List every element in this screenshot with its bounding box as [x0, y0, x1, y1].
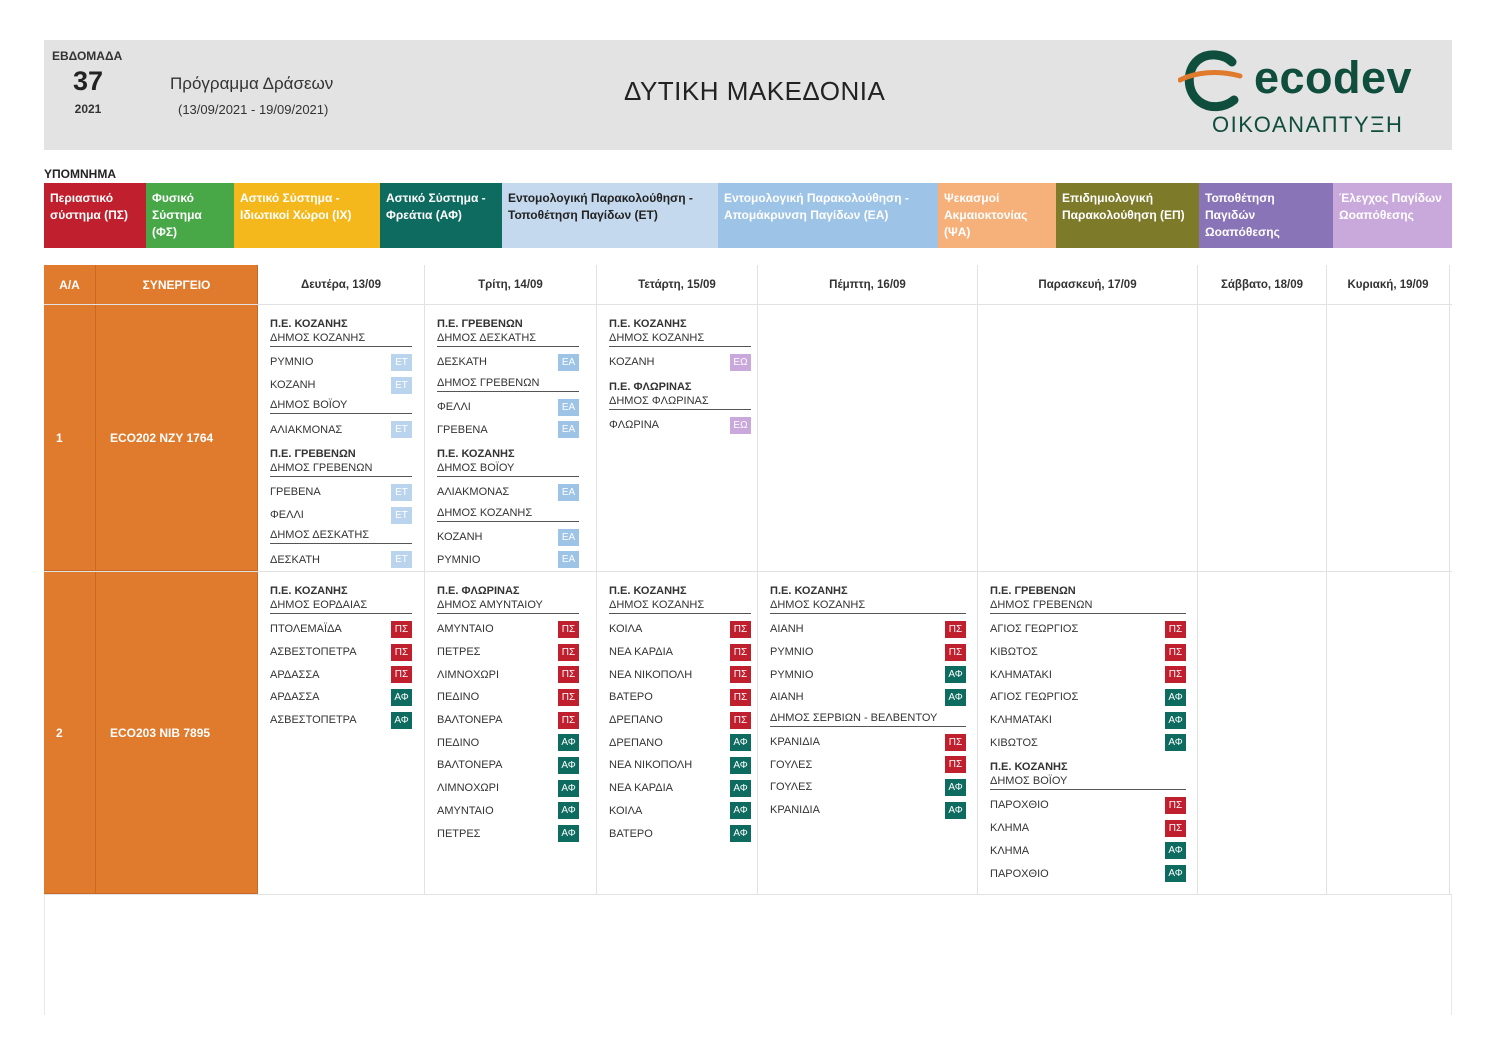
day-cell [758, 305, 978, 571]
activity-code-badge: ΑΦ [945, 666, 966, 683]
location-name: ΝΕΑ ΝΙΚΟΠΟΛΗ [609, 668, 693, 681]
location-name: ΠΕΔΙΝΟ [437, 736, 480, 749]
legend-item: Αστικό Σύστημα - Φρεάτια (ΑΦ) [380, 183, 502, 248]
location-name: ΒΑΤΕΡΟ [609, 827, 653, 840]
region-title: ΔΥΤΙΚΗ ΜΑΚΕΔΟΝΙΑ [624, 76, 886, 106]
activity-code-badge: ΠΣ [1165, 797, 1186, 814]
task-item [437, 351, 579, 374]
column-header-crew: ΣΥΝΕΡΓΕΙΟ [96, 265, 258, 304]
activity-code-badge: ΕΩ [730, 354, 751, 371]
region-group [609, 584, 751, 845]
regional-unit-label: Π.Ε. ΚΟΖΑΝΗΣ [437, 448, 515, 461]
program-title: Πρόγραμμα Δράσεων [170, 74, 334, 93]
activity-code-badge: ET [391, 377, 412, 394]
legend-item: Εντομολογική Παρακολούθηση - Τοποθέτηση Παγίδων (ΕΤ) [502, 183, 718, 248]
task-item [437, 481, 579, 504]
row-number: 1 [44, 305, 96, 571]
location-name: ΑΣΒΕΣΤΟΠΕΤΡΑ [270, 646, 357, 659]
activity-code-badge: ΑΦ [1165, 734, 1186, 751]
location-name: ΑΓΙΟΣ ΓΕΩΡΓΙΟΣ [990, 691, 1079, 704]
activity-code-badge: ΑΦ [945, 779, 966, 796]
activity-code-badge: ΑΦ [391, 712, 412, 729]
task-item [990, 686, 1186, 709]
activity-code-badge: ΑΦ [730, 780, 751, 797]
task-item [990, 817, 1186, 840]
municipality-label: ΔΗΜΟΣ ΓΡΕΒΕΝΩΝ [990, 598, 1186, 614]
municipality-label: ΔΗΜΟΣ ΒΟΪΟΥ [990, 774, 1186, 790]
activity-code-badge: ET [391, 484, 412, 501]
activity-code-badge: ΕΑ [558, 484, 579, 501]
location-name: ΠΕΤΡΕΣ [437, 646, 481, 659]
activity-code-badge: ΠΣ [945, 621, 966, 638]
task-item [609, 414, 751, 437]
column-header-aa: Α/Α [44, 265, 96, 304]
task-item [990, 862, 1186, 885]
location-name: ΚΟΖΑΝΗ [437, 531, 483, 544]
location-name: ΓΡΕΒΕΝΑ [270, 486, 321, 499]
task-item [437, 396, 579, 419]
location-name: ΡΥΜΝΙΟ [437, 553, 481, 566]
location-name: ΑΙΑΝΗ [770, 623, 804, 636]
location-name: ΑΛΙΑΚΜΟΝΑΣ [270, 423, 343, 436]
task-item [609, 754, 751, 777]
task-item [270, 663, 412, 686]
task-item [437, 663, 579, 686]
schedule-table [44, 265, 1452, 895]
location-name: ΠΑΡΟΧΘΙΟ [990, 867, 1049, 880]
municipality-label: ΔΗΜΟΣ ΕΟΡΔΑΙΑΣ [270, 598, 412, 614]
task-item [437, 526, 579, 549]
regional-unit-label: Π.Ε. ΚΟΖΑΝΗΣ [609, 318, 687, 330]
municipality-label: ΔΗΜΟΣ ΑΜΥΝΤΑΙΟΥ [437, 598, 579, 614]
activity-code-badge: ΠΣ [1165, 644, 1186, 661]
activity-code-badge: ΠΣ [945, 756, 966, 773]
location-name: ΔΡΕΠΑΝΟ [609, 736, 663, 749]
activity-code-badge: ΠΣ [391, 621, 412, 638]
activity-code-badge: ΑΦ [730, 825, 751, 842]
region-group [270, 317, 412, 441]
location-name: ΡΥΜΝΙΟ [770, 668, 814, 681]
region-group [437, 317, 579, 441]
task-item [437, 686, 579, 709]
region-group [990, 584, 1186, 754]
week-label: ΕΒΔΟΜΑΔΑ [52, 49, 123, 63]
task-item [270, 351, 412, 374]
activity-code-badge: ΠΣ [558, 666, 579, 683]
task-item [609, 663, 751, 686]
regional-unit-label: Π.Ε. ΚΟΖΑΝΗΣ [270, 585, 348, 597]
location-name: ΑΣΒΕΣΤΟΠΕΤΡΑ [270, 714, 357, 727]
activity-code-badge: ΠΣ [730, 712, 751, 729]
activity-code-badge: ΑΦ [945, 802, 966, 819]
location-name: ΚΟΙΛΑ [609, 804, 643, 817]
location-name: ΚΛΗΜΑ [990, 822, 1030, 835]
task-item [990, 641, 1186, 664]
column-header-day: Κυριακή, 19/09 [1327, 265, 1450, 304]
activity-code-badge: ΑΦ [391, 689, 412, 706]
location-name: ΑΙΑΝΗ [770, 691, 804, 704]
region-group [270, 584, 412, 731]
legend-item: Εντομολογική Παρακολούθηση - Απομάκρυνση Παγίδων (ΕΑ) [718, 183, 938, 248]
activity-code-badge: ΠΣ [945, 644, 966, 661]
location-name: ΛΙΜΝΟΧΩΡΙ [437, 668, 500, 681]
location-name: ΚΙΒΩΤΟΣ [990, 736, 1038, 749]
legend-label: ΥΠΟΜΝΗΜΑ [44, 167, 116, 181]
task-item [437, 731, 579, 754]
task-item [609, 618, 751, 641]
task-item [437, 548, 579, 571]
location-name: ΑΜΥΝΤΑΙΟ [437, 804, 494, 817]
task-item [770, 799, 966, 822]
location-name: ΡΥΜΝΙΟ [770, 646, 814, 659]
column-header-day: Πέμπτη, 16/09 [758, 265, 978, 304]
logo-subtitle: ΟΙΚΟΑΝΑΠΤΥΞΗ [1212, 112, 1404, 137]
task-item [270, 374, 412, 397]
location-name: ΛΙΜΝΟΧΩΡΙ [437, 782, 500, 795]
region-group [990, 760, 1186, 885]
region-group [609, 380, 751, 437]
location-name: ΠΤΟΛΕΜΑΪΔΑ [270, 623, 342, 636]
task-item [770, 753, 966, 776]
task-item [437, 800, 579, 823]
day-cell [758, 572, 978, 894]
location-name: ΑΡΔΑΣΣΑ [270, 691, 320, 704]
activity-code-badge: ΑΦ [558, 734, 579, 751]
legend-item: Περιαστικό σύστημα (ΠΣ) [44, 183, 146, 248]
logo-word: ecodev [1254, 52, 1413, 103]
task-item [990, 794, 1186, 817]
location-name: ΝΕΑ ΝΙΚΟΠΟΛΗ [609, 759, 693, 772]
activity-code-badge: ΠΣ [730, 621, 751, 638]
municipality-label: ΔΗΜΟΣ ΚΟΖΑΝΗΣ [609, 598, 751, 614]
task-item [990, 618, 1186, 641]
task-item [770, 641, 966, 664]
page-header [44, 40, 1452, 150]
regional-unit-label: Π.Ε. ΓΡΕΒΕΝΩΝ [990, 585, 1076, 597]
task-item [437, 777, 579, 800]
activity-code-badge: ET [391, 507, 412, 524]
municipality-label: ΔΗΜΟΣ ΣΕΡΒΙΩΝ - ΒΕΛΒΕΝΤΟΥ [770, 711, 966, 727]
column-header-day: Δευτέρα, 13/09 [258, 265, 425, 304]
municipality-label: ΔΗΜΟΣ ΚΟΖΑΝΗΣ [270, 331, 412, 347]
municipality-label: ΔΗΜΟΣ ΔΕΣΚΑΤΗΣ [270, 528, 412, 544]
crew-name: ECO202 NZY 1764 [96, 305, 258, 571]
location-name: ΚΡΑΝΙΔΙΑ [770, 736, 820, 749]
activity-code-badge: ΑΦ [558, 802, 579, 819]
location-name: ΚΛΗΜΑΤΑΚΙ [990, 714, 1052, 727]
task-item [270, 548, 412, 571]
activity-code-badge: ΑΦ [558, 780, 579, 797]
task-item [437, 618, 579, 641]
legend-item: Έλεγχος Παγίδων Ωοαπόθεσης [1333, 183, 1452, 248]
activity-code-badge: ΕΑ [558, 551, 579, 568]
location-name: ΚΙΒΩΤΟΣ [990, 646, 1038, 659]
region-group [609, 317, 751, 374]
day-cell [597, 572, 758, 894]
week-year: 2021 [74, 102, 102, 116]
day-cell [1198, 572, 1327, 894]
task-item [270, 709, 412, 732]
activity-code-badge: ΕΑ [558, 529, 579, 546]
activity-code-badge: ΑΦ [1165, 712, 1186, 729]
location-name: ΦΛΩΡΙΝΑ [609, 419, 660, 432]
region-group [770, 584, 966, 822]
regional-unit-label: Π.Ε. ΓΡΕΒΕΝΩΝ [437, 318, 523, 330]
day-cell [978, 572, 1198, 894]
location-name: ΝΕΑ ΚΑΡΔΙΑ [609, 782, 674, 795]
legend [44, 183, 1452, 248]
task-item [270, 504, 412, 527]
task-item [770, 731, 966, 754]
task-item [437, 754, 579, 777]
task-item [990, 731, 1186, 754]
task-item [609, 709, 751, 732]
activity-code-badge: ΠΣ [558, 621, 579, 638]
activity-code-badge: ΑΦ [730, 802, 751, 819]
task-item [770, 776, 966, 799]
location-name: ΒΑΛΤΟΝΕΡΑ [437, 714, 503, 727]
location-name: ΓΡΕΒΕΝΑ [437, 423, 488, 436]
location-name: ΑΛΙΑΚΜΟΝΑΣ [437, 486, 510, 499]
day-cell [258, 572, 425, 894]
task-item [437, 822, 579, 845]
activity-code-badge: ΠΣ [558, 644, 579, 661]
municipality-label: ΔΗΜΟΣ ΒΟΪΟΥ [437, 461, 579, 477]
region-group [437, 584, 579, 845]
municipality-label: ΔΗΜΟΣ ΒΟΪΟΥ [270, 398, 412, 414]
task-item [609, 686, 751, 709]
column-header-day: Σάββατο, 18/09 [1198, 265, 1327, 304]
task-item [609, 777, 751, 800]
task-item [609, 641, 751, 664]
program-date-range: (13/09/2021 - 19/09/2021) [178, 102, 329, 117]
task-item [437, 709, 579, 732]
location-name: ΚΟΙΛΑ [609, 623, 643, 636]
activity-code-badge: ΕΩ [730, 417, 751, 434]
task-item [609, 351, 751, 374]
legend-item: Αστικό Σύστημα - Ιδιωτικοί Χώροι (ΙΧ) [234, 183, 380, 248]
activity-code-badge: ET [391, 354, 412, 371]
legend-item: Ψεκασμοί Ακμαιοκτονίας (ΨΑ) [938, 183, 1056, 248]
day-cell [258, 305, 425, 571]
location-name: ΝΕΑ ΚΑΡΔΙΑ [609, 646, 674, 659]
activity-code-badge: ΠΣ [730, 644, 751, 661]
task-item [270, 618, 412, 641]
location-name: ΠΕΔΙΝΟ [437, 691, 480, 704]
crew-name: ECO203 NIB 7895 [96, 572, 258, 894]
task-item [609, 800, 751, 823]
location-name: ΦΕΛΛΙ [270, 509, 304, 522]
activity-code-badge: ΑΦ [730, 757, 751, 774]
activity-code-badge: ΑΦ [945, 689, 966, 706]
location-name: ΒΑΤΕΡΟ [609, 691, 653, 704]
activity-code-badge: ΠΣ [558, 689, 579, 706]
regional-unit-label: Π.Ε. ΦΛΩΡΙΝΑΣ [609, 380, 692, 393]
day-cell [1327, 572, 1450, 894]
activity-code-badge: ΠΣ [945, 734, 966, 751]
location-name: ΠΑΡΟΧΘΙΟ [990, 799, 1049, 812]
activity-code-badge: ΕΑ [558, 399, 579, 416]
day-cell [1198, 305, 1327, 571]
activity-code-badge: ΑΦ [558, 825, 579, 842]
municipality-label: ΔΗΜΟΣ ΓΡΕΒΕΝΩΝ [437, 376, 579, 392]
municipality-label: ΔΗΜΟΣ ΚΟΖΑΝΗΣ [770, 598, 966, 614]
regional-unit-label: Π.Ε. ΚΟΖΑΝΗΣ [270, 318, 348, 330]
location-name: ΔΕΣΚΑΤΗ [270, 553, 321, 566]
column-header-day: Παρασκευή, 17/09 [978, 265, 1198, 304]
table-header-row [44, 265, 1452, 305]
location-name: ΒΑΛΤΟΝΕΡΑ [437, 759, 503, 772]
location-name: ΓΟΥΛΕΣ [770, 781, 813, 794]
activity-code-badge: ΕΑ [558, 421, 579, 438]
column-header-day: Τρίτη, 14/09 [425, 265, 597, 304]
location-name: ΚΡΑΝΙΔΙΑ [770, 804, 820, 817]
activity-code-badge: ΠΣ [1165, 820, 1186, 837]
task-item [437, 418, 579, 441]
task-item [770, 686, 966, 709]
location-name: ΔΡΕΠΑΝΟ [609, 714, 663, 727]
municipality-label: ΔΗΜΟΣ ΚΟΖΑΝΗΣ [437, 506, 579, 522]
regional-unit-label: Π.Ε. ΚΟΖΑΝΗΣ [990, 761, 1068, 774]
activity-code-badge: ΑΦ [558, 757, 579, 774]
task-item [990, 663, 1186, 686]
activity-code-badge: ΠΣ [1165, 621, 1186, 638]
table-row [44, 572, 1452, 895]
location-name: ΚΟΖΑΝΗ [609, 356, 655, 369]
task-item [609, 731, 751, 754]
task-item [437, 641, 579, 664]
location-name: ΑΡΔΑΣΣΑ [270, 668, 320, 681]
activity-code-badge: ΕΑ [558, 354, 579, 371]
region-group [437, 447, 579, 571]
activity-code-badge: ΠΣ [730, 666, 751, 683]
region-group [270, 447, 412, 571]
day-cell [425, 305, 597, 571]
activity-code-badge: ΠΣ [558, 712, 579, 729]
location-name: ΦΕΛΛΙ [437, 401, 471, 414]
regional-unit-label: Π.Ε. ΦΛΩΡΙΝΑΣ [437, 585, 520, 597]
location-name: ΚΟΖΑΝΗ [270, 379, 316, 392]
activity-code-badge: ΑΦ [1165, 689, 1186, 706]
task-item [990, 709, 1186, 732]
column-header-day: Τετάρτη, 15/09 [597, 265, 758, 304]
task-item [770, 618, 966, 641]
activity-code-badge: ET [391, 551, 412, 568]
table-row [44, 305, 1452, 572]
legend-item: Τοποθέτηση Παγιδών Ωοαπόθεσης [1199, 183, 1333, 248]
week-number: 37 [72, 66, 104, 96]
municipality-label: ΔΗΜΟΣ ΓΡΕΒΕΝΩΝ [270, 461, 412, 477]
activity-code-badge: ΠΣ [1165, 666, 1186, 683]
empty-footer-area [44, 895, 1452, 1015]
task-item [270, 686, 412, 709]
activity-code-badge: ET [391, 421, 412, 438]
row-number: 2 [44, 572, 96, 894]
location-name: ΚΛΗΜΑ [990, 844, 1030, 857]
activity-code-badge: ΑΦ [1165, 865, 1186, 882]
location-name: ΚΛΗΜΑΤΑΚΙ [990, 668, 1052, 681]
location-name: ΑΜΥΝΤΑΙΟ [437, 623, 494, 636]
legend-item: Φυσικό Σύστημα (ΦΣ) [146, 183, 234, 248]
regional-unit-label: Π.Ε. ΓΡΕΒΕΝΩΝ [270, 448, 356, 461]
location-name: ΑΓΙΟΣ ΓΕΩΡΓΙΟΣ [990, 623, 1079, 636]
activity-code-badge: ΠΣ [730, 689, 751, 706]
task-item [270, 481, 412, 504]
activity-code-badge: ΑΦ [1165, 842, 1186, 859]
municipality-label: ΔΗΜΟΣ ΚΟΖΑΝΗΣ [609, 331, 751, 347]
task-item [270, 418, 412, 441]
day-cell [1327, 305, 1450, 571]
municipality-label: ΔΗΜΟΣ ΦΛΩΡΙΝΑΣ [609, 394, 751, 410]
activity-code-badge: ΑΦ [730, 734, 751, 751]
location-name: ΠΕΤΡΕΣ [437, 827, 481, 840]
location-name: ΡΥΜΝΙΟ [270, 356, 314, 369]
task-item [990, 840, 1186, 863]
ecodev-logo [1174, 48, 1434, 144]
activity-code-badge: ΠΣ [391, 666, 412, 683]
task-item [770, 663, 966, 686]
activity-code-badge: ΠΣ [391, 644, 412, 661]
regional-unit-label: Π.Ε. ΚΟΖΑΝΗΣ [609, 585, 687, 597]
regional-unit-label: Π.Ε. ΚΟΖΑΝΗΣ [770, 585, 848, 597]
task-item [609, 822, 751, 845]
day-cell [597, 305, 758, 571]
day-cell [425, 572, 597, 894]
location-name: ΓΟΥΛΕΣ [770, 758, 813, 771]
legend-item: Επιδημιολογική Παρακολούθηση (ΕΠ) [1056, 183, 1199, 248]
municipality-label: ΔΗΜΟΣ ΔΕΣΚΑΤΗΣ [437, 331, 579, 347]
day-cell [978, 305, 1198, 571]
location-name: ΔΕΣΚΑΤΗ [437, 356, 488, 369]
task-item [270, 641, 412, 664]
ecodev-logo-mark-icon [1178, 50, 1246, 112]
